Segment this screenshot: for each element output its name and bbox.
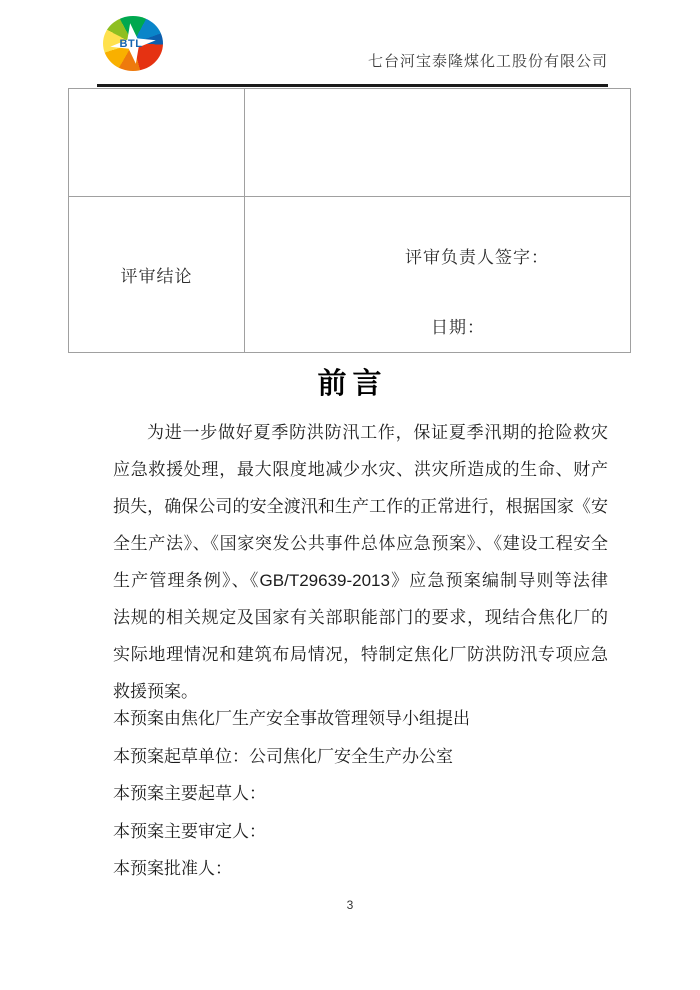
paragraph-line: 救援预案。 — [113, 682, 198, 701]
paragraph-line: 生产管理条例》、《GB/T29639-2013》应急预案编制导则等法律 — [113, 571, 608, 590]
paragraph-line: 实际地理情况和建筑布局情况，特制定焦化厂防洪防汛专项应急 — [113, 645, 608, 664]
table-cell-empty-left — [69, 89, 244, 196]
paragraph-line: 为进一步做好夏季防洪防汛工作，保证夏季汛期的抢险救灾 — [147, 423, 608, 442]
page-number: 3 — [346, 898, 354, 912]
paragraph-line: 法规的相关规定及国家有关部职能部门的要求，现结合焦化厂的 — [113, 608, 608, 627]
company-logo — [103, 16, 163, 71]
paragraph-line: 损失，确保公司的安全渡汛和生产工作的正常进行，根据国家《安 — [113, 497, 608, 516]
table-cell-signature — [244, 196, 630, 352]
page-title: 前言 — [317, 368, 388, 400]
paragraph-line: 应急救援处理，最大限度地减少水灾、洪灾所造成的生命、财产 — [113, 460, 608, 479]
statement-line: 本预案批准人： — [113, 859, 232, 878]
statement-line: 本预案主要起草人： — [113, 784, 266, 803]
paragraph-line: 全生产法》、《国家突发公共事件总体应急预案》、《建设工程安全 — [113, 534, 608, 553]
review-table — [68, 88, 631, 353]
company-name: 七台河宝泰隆煤化工股份有限公司 — [367, 53, 608, 70]
signature-label: 评审负责人签字： — [405, 248, 549, 267]
statement-line: 本预案由焦化厂生产安全事故管理领导小组提出 — [113, 709, 470, 728]
statement-line: 本预案起草单位：公司焦化厂安全生产办公室 — [113, 746, 453, 766]
table-cell-review-conclusion: 评审结论 — [69, 196, 244, 352]
preface-statements — [113, 700, 608, 888]
header-divider — [97, 84, 608, 87]
date-label: 日期： — [431, 318, 485, 337]
table-cell-empty-right — [244, 89, 630, 196]
preface-body — [113, 414, 608, 888]
logo-text: BTL — [119, 38, 143, 50]
preface-paragraph — [113, 414, 608, 710]
statement-line: 本预案主要审定人： — [113, 821, 266, 841]
